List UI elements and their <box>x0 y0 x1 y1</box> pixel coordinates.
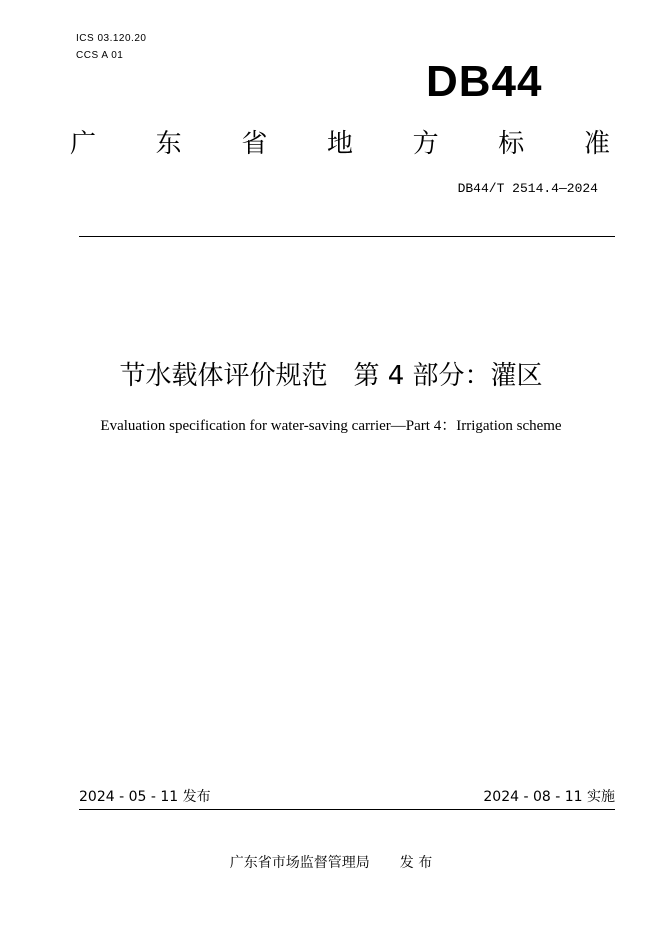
document-title-zh: 节水载体评价规范 第 4 部分：灌区 <box>119 361 543 391</box>
issuer-name: 广东省市场监督管理局 <box>229 855 370 871</box>
ccs-code: CCS A 01 <box>76 50 124 61</box>
heading-char: 广 <box>70 129 97 159</box>
heading-char: 准 <box>583 129 610 159</box>
document-title-en: Evaluation specification for water-saving carrier—Part 4：Irrigation scheme <box>100 418 562 434</box>
db44-logo: DB44 <box>426 57 543 106</box>
heading-char: 地 <box>326 129 353 159</box>
bottom-divider <box>79 809 615 810</box>
heading-char: 方 <box>412 129 439 159</box>
heading-char: 标 <box>498 129 525 159</box>
standard-number: DB44/T 2514.4—2024 <box>457 181 598 196</box>
issuer-line <box>0 854 662 872</box>
top-divider <box>79 236 615 237</box>
implementation-date: 2024 - 08 - 11 实施 <box>483 789 615 805</box>
issue-date: 2024 - 05 - 11 发布 <box>79 789 211 805</box>
heading-char: 东 <box>155 129 182 159</box>
issuer-action: 发 布 <box>399 855 433 871</box>
heading-char: 省 <box>241 129 268 159</box>
ics-code: ICS 03.120.20 <box>76 33 147 44</box>
standard-category-heading <box>70 128 610 160</box>
